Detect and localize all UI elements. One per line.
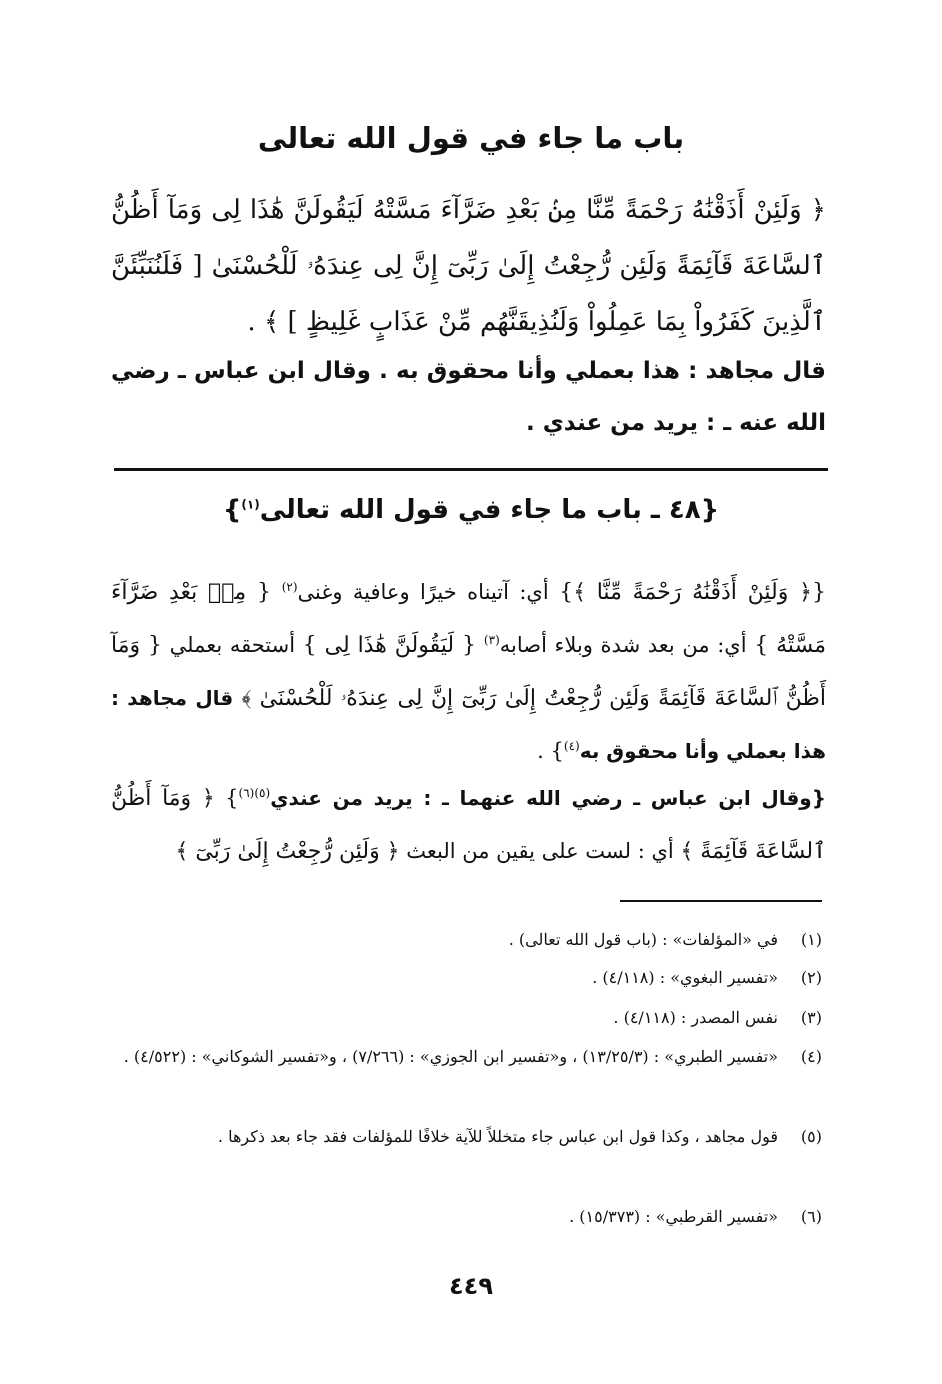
footnote <box>122 1037 822 1077</box>
footnote <box>122 958 822 998</box>
commentary-block: قال مجاهد : هذا بعملي وأنا محقوق به . وقال ابن عباس ـ رضي الله عنه ـ : يريد من عندي . <box>111 358 826 436</box>
footnote <box>122 998 822 1038</box>
tafsir-paragraph <box>111 772 826 878</box>
page-title: باب ما جاء في قول الله تعالى <box>257 121 685 155</box>
quran-quote: {﴿ وَلَئِنْ أَذَقْنَٰهُ رَحْمَةً مِّنَّا ﴾} <box>559 580 826 605</box>
footnote <box>122 1117 822 1157</box>
quran-quote: { وَمَآ أَظُنُّ ٱلسَّاعَةَ قَآئِمَةً وَلَئِن رُّجِعْتُ إِلَىٰ رَبِّىٓ إِنَّ لِى عِندَهُۥ لَلْحُسْنَىٰ ﴾ <box>111 633 827 711</box>
footnote <box>122 920 822 960</box>
footnote-text: نفس المصدر : (٤/١١٨) . <box>613 1008 778 1027</box>
tafsir-paragraph <box>111 566 826 777</box>
section-title-close: } <box>222 495 242 525</box>
footnote-number: (٤) <box>800 1047 822 1066</box>
footnote-number: (٣) <box>800 1008 822 1027</box>
footnote-text: في «المؤلفات» : (باب قول الله تعالى) . <box>508 930 778 949</box>
footnote-ref: (٥)(٦) <box>238 786 271 800</box>
footnote-ref: (٣) <box>483 633 500 647</box>
section-divider <box>114 468 828 471</box>
quran-verse-block: ﴿ وَلَئِنْ أَذَقْنَٰهُ رَحْمَةً مِّنَّا مِنۢ بَعْدِ ضَرَّآءَ مَسَّتْهُ لَيَقُولَنَّ هَٰذَا لِى وَمَآ أَظُنُّ ٱلسَّاعَةَ قَآئِمَةً وَلَئِن رُّجِعْتُ إِلَىٰ رَبِّىٓ إِنَّ لِى عِندَهُۥ لَلْحُسْنَىٰ [ فَلَنُنَبِّئَنَّ ٱلَّذِينَ كَفَرُواْ بِمَا عَمِلُواْ وَلَنُذِيقَنَّهُم مِّنْ عَذَابٍ غَلِيظٍ ] ﴾ . <box>111 195 826 337</box>
footnote-divider <box>620 900 822 902</box>
footnote-number: (٢) <box>800 968 822 987</box>
footnote-ref: (٤) <box>563 739 580 753</box>
quran-quote: { مِنۢ بَعْدِ ضَرَّآءَ مَسَّتْهُ } <box>111 580 826 658</box>
explanation-text: أي: من بعد شدة وبلاء أصابه <box>499 633 755 657</box>
closing-text: } . <box>537 739 564 763</box>
quran-quote: ﴿ وَلَئِن رُّجِعْتُ إِلَىٰ رَبِّىٓ ﴾ <box>175 839 400 864</box>
ibn-abbas-quote: {وقال ابن عباس ـ رضي الله عنهما ـ : يريد من عندي <box>270 786 826 810</box>
footnote-text: «تفسير البغوي» : (٤/١١٨) . <box>592 968 778 987</box>
section-title-text: {٤٨ ـ باب ما جاء في قول الله تعالى <box>259 495 720 525</box>
quran-quote: ﴿ وَمَآ أَظُنُّ ٱلسَّاعَةَ قَآئِمَةً ﴾ <box>111 786 826 864</box>
closing-text: } <box>214 786 239 810</box>
quran-quote: { لَيَقُولَنَّ هَٰذَا لِى } <box>302 633 484 658</box>
page-number: ٤٤٩ <box>449 1272 493 1300</box>
footnote-number: (١) <box>800 930 822 949</box>
footnote-text: «تفسير الطبري» : (١٣/٢٥/٣) ، و«تفسير ابن الجوزي» : (٧/٢٦٦) ، و«تفسير الشوكاني» : (٤/٥٢٢) . <box>123 1047 778 1066</box>
section-title <box>0 490 942 530</box>
explanation-text: أي : لست على يقين من البعث <box>399 839 681 863</box>
footnote-text: قول مجاهد ، وكذا قول ابن عباس جاء متخللاً للآية خلافًا للمؤلفات فقد جاء بعد ذكرها . <box>217 1127 778 1146</box>
footnote-ref: (٢) <box>281 580 298 594</box>
mujahid-quote: قال مجاهد : هذا بعملي وأنا محقوق به <box>111 686 826 763</box>
footnote-number: (٦) <box>800 1207 822 1226</box>
footnote-text: «تفسير القرطبي» : (١٥/٣٧٣) . <box>569 1207 778 1226</box>
explanation-text: أستحقه بعملي <box>162 633 303 657</box>
footnote <box>122 1197 822 1237</box>
explanation-text: أي: آتيناه خيرًا وعافية وغنى <box>297 580 560 604</box>
footnote-ref: (١) <box>241 497 260 512</box>
footnote-number: (٥) <box>800 1127 822 1146</box>
